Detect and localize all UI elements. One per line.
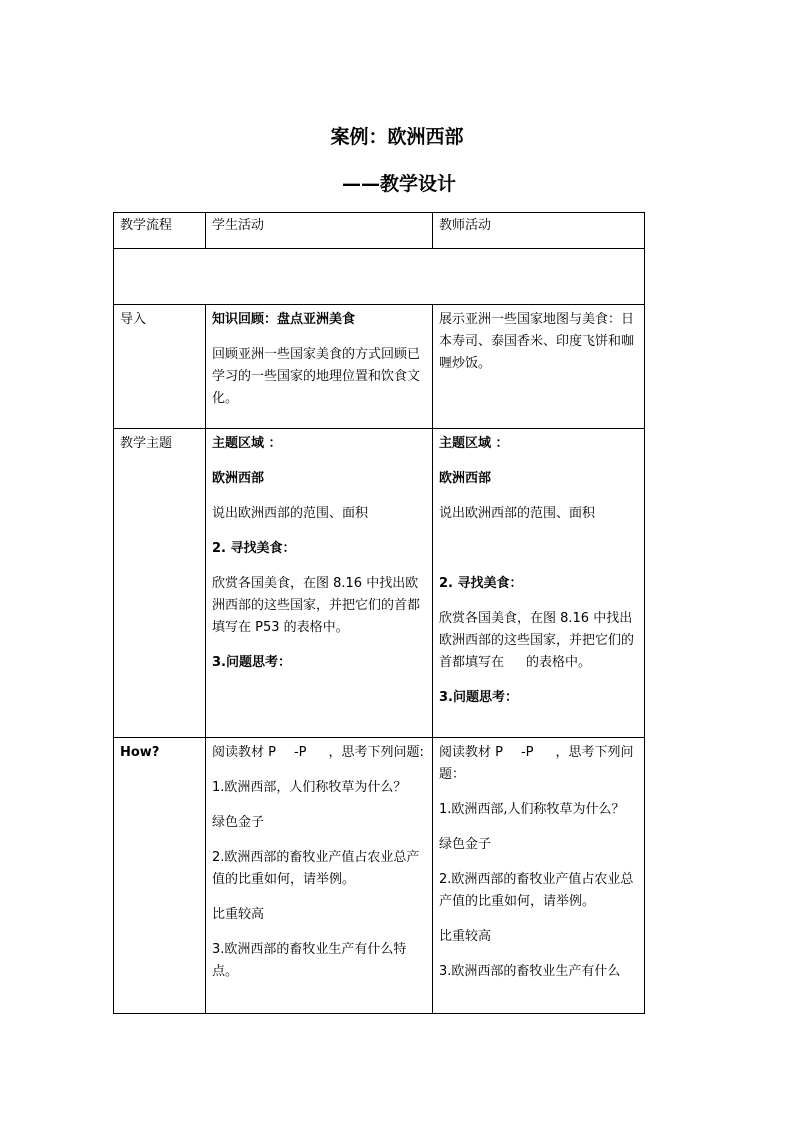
intro-student-cell	[206, 305, 433, 429]
how-teacher-intro-a: 阅读教材 P	[439, 745, 503, 760]
intro-student-heading: 知识回顾：盘点亚洲美食	[212, 312, 356, 327]
theme-teacher-h4: 3.问题思考：	[439, 690, 518, 705]
theme-teacher-p2-start: 欣赏各国美食，在图 8.16 中找出欧洲西部的这些国家，并把它们的首都填写在	[439, 611, 635, 670]
how-student-intro-a: 阅读教材 P	[212, 745, 276, 760]
theme-teacher-h1: 主题区域 ：	[439, 436, 509, 451]
table-header-row	[114, 213, 645, 249]
header-student-activity: 学生活动	[206, 213, 433, 249]
how-student-a2: 比重较高	[212, 907, 265, 922]
theme-teacher-p1: 说出欧洲西部的范围、面积	[439, 506, 596, 521]
theme-student-p2: 欣赏各国美食，在图 8.16 中找出欧洲西部的这些国家，并把它们的首都填写在 P53 的表格中。	[212, 576, 421, 635]
theme-stage: 教学主题	[114, 429, 206, 738]
how-student-intro-c: ，思考下列问题:	[328, 745, 424, 760]
how-student-q2: 2.欧洲西部的畜牧业产值占农业总产值的比重如何，请举例。	[212, 850, 420, 887]
how-teacher-intro-c: ，思考下列问题：	[439, 745, 634, 782]
intro-teacher-cell	[433, 305, 645, 429]
how-student-cell	[206, 738, 433, 1014]
table-row-how	[114, 738, 645, 1014]
theme-teacher-h3: 2. 寻找美食：	[439, 576, 523, 591]
header-stage: 教学流程	[114, 213, 206, 249]
how-teacher-intro	[439, 742, 638, 786]
lesson-plan-table	[113, 212, 645, 1014]
intro-stage: 导入	[114, 305, 206, 429]
how-teacher-q2: 2.欧洲西部的畜牧业产值占农业总产值的比重如何，请举例。	[439, 872, 634, 909]
theme-teacher-spacer	[439, 538, 638, 560]
intro-student-text: 回顾亚洲一些国家美食的方式回顾已学习的一些国家的地理位置和饮食文化。	[212, 347, 421, 406]
theme-teacher-p2-end: 的表格中。	[526, 655, 592, 670]
how-student-intro	[212, 742, 426, 764]
theme-teacher-cell	[433, 429, 645, 738]
theme-student-h3: 2. 寻找美食：	[212, 541, 296, 556]
theme-student-p1: 说出欧洲西部的范围、面积	[212, 506, 369, 521]
theme-student-h2: 欧洲西部	[212, 471, 265, 486]
how-teacher-q3: 3.欧洲西部的畜牧业生产有什么	[439, 964, 621, 979]
table-row-theme	[114, 429, 645, 738]
theme-student-cell	[206, 429, 433, 738]
how-student-intro-b: -P	[293, 745, 307, 760]
how-teacher-intro-b: -P	[520, 745, 534, 760]
how-stage: How?	[114, 738, 206, 1014]
document-subtitle: ——教学设计	[341, 173, 456, 195]
how-student-q1: 1.欧洲西部，人们称牧草为什么？	[212, 780, 407, 795]
theme-student-h1: 主题区域 ：	[212, 436, 282, 451]
document-title: 案例：欧洲西部	[330, 126, 464, 148]
how-student-q3: 3.欧洲西部的畜牧业生产有什么特点。	[212, 942, 407, 979]
empty-cell	[114, 249, 645, 305]
theme-student-h4: 3.问题思考：	[212, 655, 291, 670]
how-student-a1: 绿色金子	[212, 815, 265, 830]
table-row-intro	[114, 305, 645, 429]
theme-teacher-h2: 欧洲西部	[439, 471, 492, 486]
how-teacher-cell	[433, 738, 645, 1014]
empty-row	[114, 249, 645, 305]
how-teacher-a2: 比重较高	[439, 929, 492, 944]
how-teacher-q1: 1.欧洲西部,人们称牧草为什么？	[439, 802, 625, 817]
theme-teacher-p2	[439, 608, 638, 674]
how-teacher-a1: 绿色金子	[439, 837, 492, 852]
header-teacher-activity: 教师活动	[433, 213, 645, 249]
intro-teacher-text: 展示亚洲一些国家地图与美食：日本寿司、泰国香米、印度飞饼和咖喱炒饭。	[439, 312, 635, 371]
